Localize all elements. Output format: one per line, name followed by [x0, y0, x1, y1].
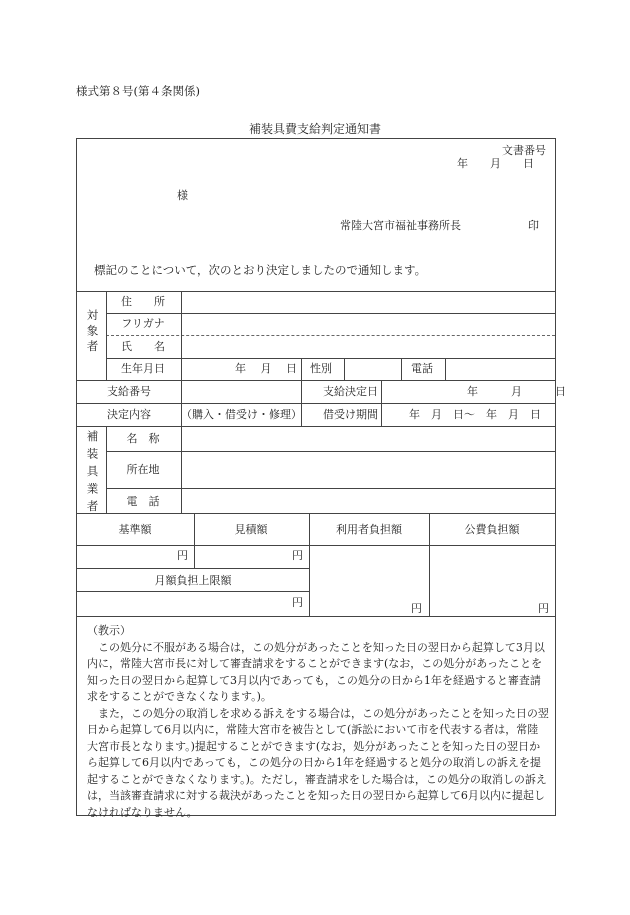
rule-vertical [429, 513, 430, 616]
vendor-phone-label: 電 話 [126, 495, 160, 508]
notice-form [76, 138, 566, 819]
intro-text: 標記のことについて，次のとおり決定しましたので通知します。 [94, 263, 427, 277]
rule-vertical [106, 426, 107, 513]
monthly-cap-label: 月額負担上限額 [154, 574, 232, 587]
lease-period-label: 借受け期間 [323, 408, 378, 421]
public-share-label: 公費負担額 [464, 523, 520, 536]
rule-vertical [381, 403, 382, 426]
issue-date: 年 月 日 [457, 157, 534, 170]
yen-unit: 円 [177, 549, 188, 562]
decision-date-value: 年 月 日 [467, 385, 566, 398]
birthdate-label: 生年月日 [121, 362, 165, 375]
rule [77, 403, 555, 404]
form-number: 様式第８号(第４条関係) [76, 84, 200, 98]
vendor-location-label: 所在地 [126, 463, 160, 476]
notice-paragraph: この処分に不服がある場合は，この処分があったことを知った日の翌日から起算して3月以内に，常陸大宮市長に対して審査請求をすることができます(なお，この処分があったことを知った日の翌日から起算して3月以内であっても，この処分の日から1年を経過すると審査請求をすることができなくなります。)。 [87, 640, 545, 703]
appeal-notice [87, 623, 549, 821]
notice-paragraph: また，この処分の取消しを求める訴えをする場合は，この処分があったことを知った日の翌日から起算して6月以内に，常陸大宮市を被告として(訴訟において市を代表する者は，常陸大宮市長となります。)提起することができます(なお，処分があったことを知った日の翌日から起算して6月以内であっても，この処分の日から1年を経過すると処分の取消しの訴えを提起することができなくなります。)。ただし，審査請求をした場合は，この処分の取消しの訴えは，当該審査請求に対する裁決があったことを知った日の翌日から起算して6月以内に提起しなければなりません。 [87, 706, 549, 819]
yen-unit: 円 [292, 596, 303, 609]
rule [77, 513, 555, 514]
issuer-name: 常陸大宮市福祉事務所長 [340, 219, 461, 232]
notice-heading: （教示） [87, 624, 131, 637]
user-share-label: 利用者負担額 [336, 523, 402, 536]
payment-number-label: 支給番号 [107, 385, 151, 398]
phone-label: 電話 [411, 362, 433, 375]
rule-vertical [344, 358, 345, 380]
rule [106, 358, 555, 359]
decision-content-value: （購入・借受け・修理） [181, 408, 302, 421]
rule [77, 426, 555, 427]
rule-vertical [106, 291, 107, 380]
rule-vertical [194, 513, 195, 568]
decision-content-label: 決定内容 [107, 408, 151, 421]
rule [106, 488, 555, 489]
document-title: 補装具費支給判定通知書 [248, 122, 381, 136]
decision-date-label: 支給決定日 [323, 385, 378, 398]
rule-vertical [401, 358, 402, 380]
base-amount-label: 基準額 [118, 523, 152, 536]
rule [77, 568, 309, 569]
rule-vertical [181, 291, 182, 426]
estimate-amount-label: 見積額 [234, 523, 268, 536]
rule [77, 545, 555, 546]
furigana-label: フリガナ [121, 317, 165, 330]
lease-period-value: 年 月 日～ 年 月 日 [409, 408, 541, 421]
rule [77, 291, 555, 292]
address-label: 住 所 [121, 295, 165, 308]
yen-unit: 円 [292, 549, 303, 562]
rule-vertical [181, 426, 182, 513]
addressee-suffix: 様 [177, 189, 188, 202]
rule [106, 313, 555, 314]
rule [77, 591, 309, 592]
seal-mark: 印 [528, 219, 539, 232]
rule [106, 451, 555, 452]
vendor-group-label: 補装具業者 [85, 430, 100, 518]
rule-vertical [309, 513, 310, 616]
subject-group-label: 対象者 [85, 309, 100, 356]
yen-unit: 円 [538, 602, 549, 615]
document-number-label: 文書番号 [502, 144, 546, 157]
vendor-name-label: 名 称 [126, 432, 160, 445]
birthdate-value: 年 月 日 [235, 362, 297, 375]
yen-unit: 円 [411, 602, 422, 615]
rule-dashed [106, 335, 555, 336]
rule-vertical [445, 358, 446, 380]
name-label: 氏 名 [121, 340, 165, 353]
rule [77, 380, 555, 381]
rule-vertical [381, 380, 382, 403]
gender-label: 性別 [310, 362, 332, 375]
rule [77, 616, 555, 617]
